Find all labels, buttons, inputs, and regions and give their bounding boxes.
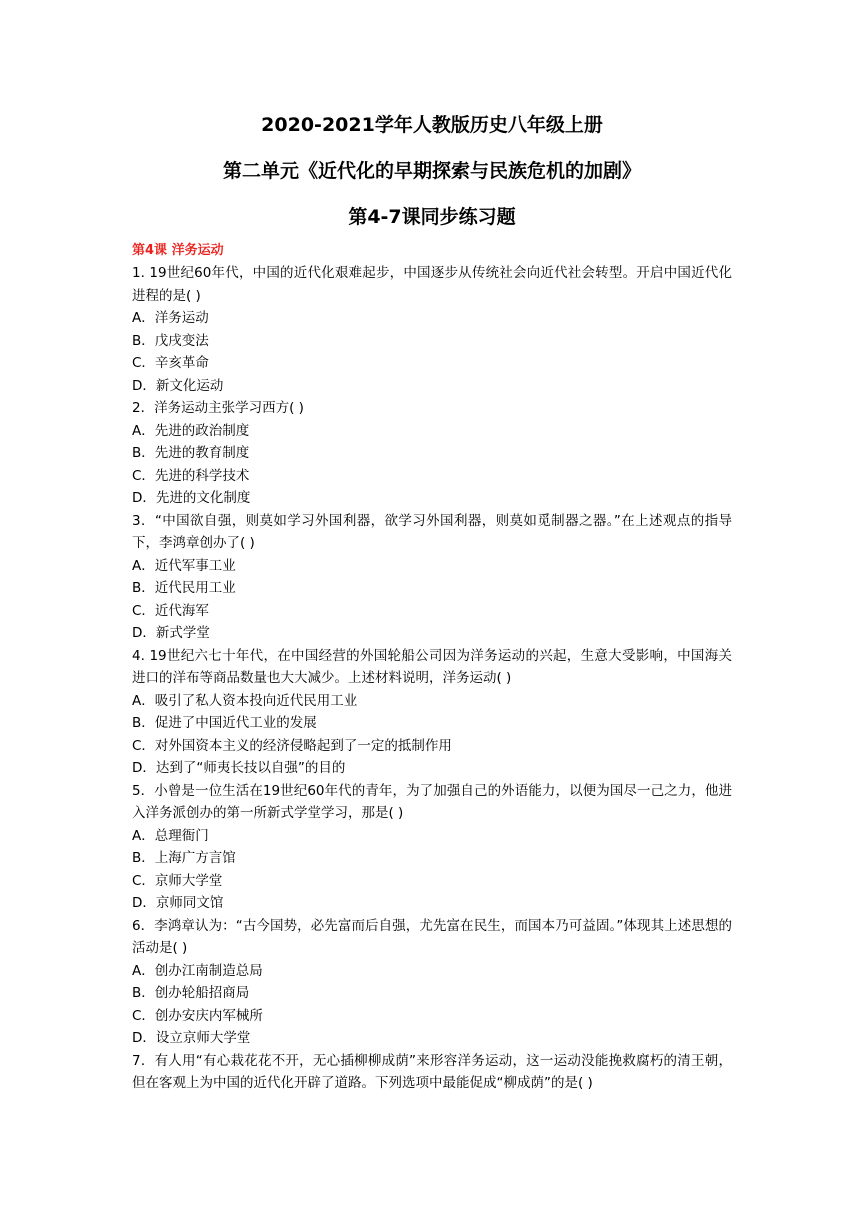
- option-b: B．戊戌变法: [132, 332, 209, 349]
- document-title-lessons: 第4-7课同步练习题: [348, 206, 516, 228]
- option-b: B．先进的教育制度: [132, 445, 250, 461]
- question-stem: 1. 19世纪60年代，中国的近代化艰难起步，中国逐步从传统社会向近代社会转型。开启中国近代化进程的是( ): [132, 265, 732, 304]
- option-c: C．近代海军: [132, 602, 209, 619]
- option-d: D．新式学堂: [132, 625, 210, 641]
- question-stem: 6．李鸿章认为：“古今国势，必先富而后自强，尤先富在民生，而国本乃可益固。”体现其上述思想的活动是( ): [132, 917, 732, 956]
- question-3: [132, 510, 732, 645]
- option-c: C．辛亥革命: [132, 355, 209, 371]
- document-title-unit: 第二单元《近代化的早期探索与民族危机的加剧》: [222, 160, 641, 182]
- question-7: [132, 1050, 732, 1095]
- option-a: A．洋务运动: [132, 310, 209, 326]
- document-title-year: 2020-2021学年人教版历史八年级上册: [261, 114, 603, 136]
- option-c: C．对外国资本主义的经济侵略起到了一定的抵制作用: [132, 737, 452, 754]
- option-d: D．达到了“师夷长技以自强”的目的: [132, 760, 346, 776]
- question-stem: 5．小曾是一位生活在19世纪60年代的青年，为了加强自己的外语能力，以便为国尽一己之力，他进入洋务派创办的第一所新式学堂学习，那是( ): [132, 782, 732, 821]
- question-5: [132, 780, 732, 915]
- question-list: [132, 262, 732, 1095]
- option-a: A．近代军事工业: [132, 557, 236, 574]
- option-a: A．创办江南制造总局: [132, 962, 263, 979]
- question-1: [132, 262, 732, 397]
- option-c: C．创办安庆内军械所: [132, 1007, 263, 1024]
- option-d: D．先进的文化制度: [132, 490, 251, 506]
- document-page: [132, 112, 732, 1095]
- question-stem: 4. 19世纪六七十年代，在中国经营的外国轮船公司因为洋务运动的兴起，生意大受影响，中国海关进口的洋布等商品数量也大大减少。上述材料说明，洋务运动( ): [132, 647, 732, 686]
- question-6: [132, 915, 732, 1050]
- question-stem: 7．有人用“有心栽花花不开，无心插柳柳成荫”来形容洋务运动，这一运动没能挽救腐朽的清王朝，但在客观上为中国的近代化开辟了道路。下列选项中最能促成“柳成荫”的是( ): [132, 1052, 732, 1091]
- question-stem: 2．洋务运动主张学习西方( ): [132, 400, 304, 416]
- option-a: A．先进的政治制度: [132, 422, 250, 439]
- lesson-heading: 第4课 洋务运动: [132, 243, 224, 258]
- option-b: B．创办轮船招商局: [132, 985, 250, 1001]
- option-c: C．先进的科学技术: [132, 467, 250, 484]
- option-d: D．新文化运动: [132, 377, 224, 394]
- option-b: B．促进了中国近代工业的发展: [132, 715, 317, 731]
- option-d: D．设立京师大学堂: [132, 1030, 251, 1046]
- option-a: A．总理衙门: [132, 827, 209, 844]
- option-b: B．上海广方言馆: [132, 850, 236, 866]
- option-c: C．京师大学堂: [132, 872, 223, 889]
- question-2: [132, 397, 732, 510]
- question-stem: 3．“中国欲自强，则莫如学习外国利器，欲学习外国利器，则莫如觅制器之器。”在上述观点的指导下，李鸿章创办了( ): [132, 512, 732, 551]
- option-b: B．近代民用工业: [132, 580, 236, 596]
- option-d: D．京师同文馆: [132, 895, 224, 911]
- option-a: A．吸引了私人资本投向近代民用工业: [132, 692, 358, 709]
- question-4: [132, 645, 732, 780]
